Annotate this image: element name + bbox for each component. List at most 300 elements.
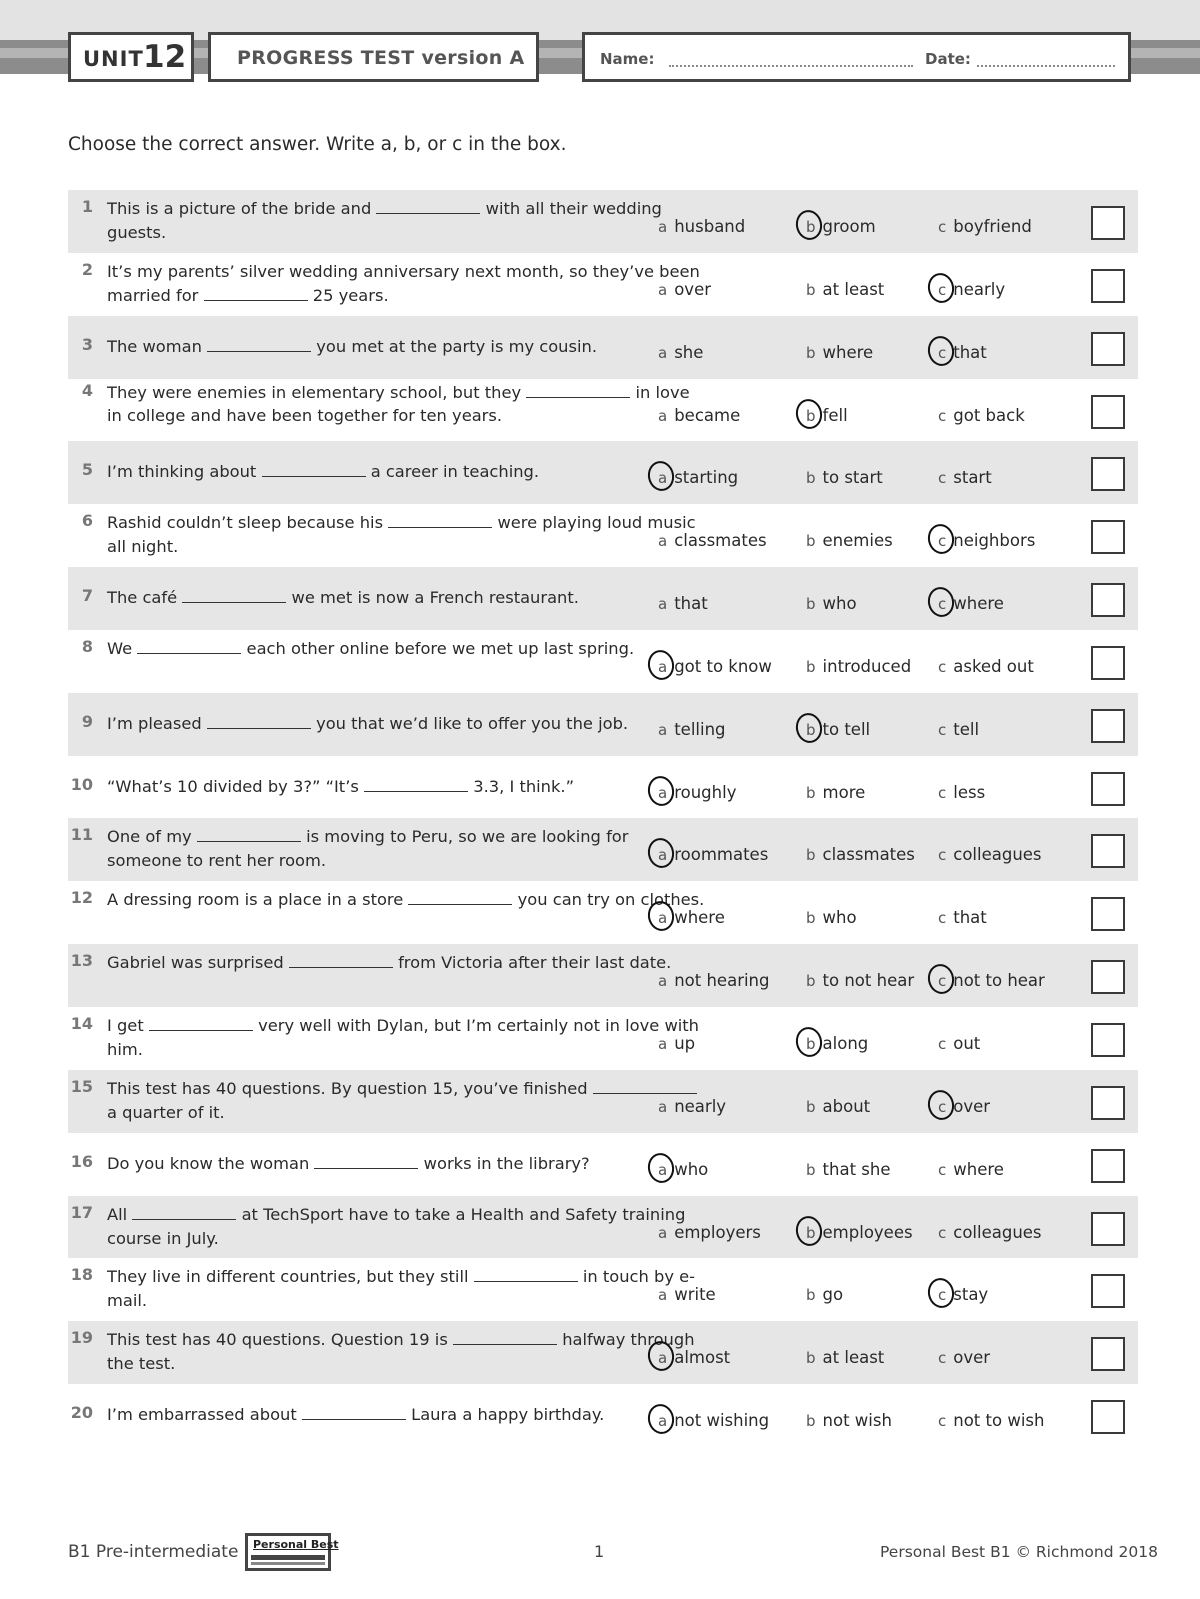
option-c[interactable] [938,720,979,739]
option-a[interactable] [658,531,767,550]
question-number: 20 [70,1403,93,1423]
answer-blank [593,1078,697,1094]
option-text: that [953,908,987,928]
option-c[interactable] [938,1223,1042,1242]
option-text: up [674,1033,696,1053]
option-b[interactable] [806,1285,843,1304]
question-number: 11 [70,825,93,845]
answer-blank [197,826,301,842]
option-c[interactable] [938,406,1025,425]
question-number: 18 [70,1265,93,1285]
option-letter: b [806,595,816,614]
question-text [107,511,707,559]
option-letter: c [938,1412,947,1431]
question-text-after: you met at the party is my cousin. [316,336,598,356]
option-letter: c [938,281,946,299]
test-title: PROGRESS TEST version A [237,47,525,69]
question-text [107,1152,707,1176]
option-letter: a [658,658,667,676]
answer-box[interactable] [1091,709,1125,743]
option-b[interactable] [806,406,848,425]
option-text: classmates [674,531,767,551]
option-a[interactable] [658,1034,695,1053]
question-text-after: is moving to Peru, so we are looking for someone to rent her room. [107,827,629,871]
option-a[interactable] [658,468,738,487]
question-text-before: I get [107,1015,144,1035]
option-letter: b [806,280,816,299]
option-letter: c [938,1160,947,1179]
question-row [68,693,1138,756]
option-c[interactable] [938,343,987,362]
answer-blank [207,713,311,729]
question-text [107,712,707,736]
answer-box[interactable] [1091,1274,1125,1308]
option-letter: a [658,784,667,802]
question-text-before: They live in different countries, but they still [107,1267,469,1287]
option-letter: c [938,218,947,236]
option-text: less [953,782,986,802]
option-b[interactable] [806,217,876,236]
option-letter: c [938,1349,947,1368]
option-text: nearly [674,1096,727,1116]
question-number: 5 [81,460,93,480]
question-text [107,951,707,975]
option-text: who [674,1159,709,1179]
option-b[interactable] [806,468,883,487]
question-text-before: I’m pleased [107,713,202,733]
option-c[interactable] [938,845,1042,864]
option-c[interactable] [938,468,992,487]
option-text: write [674,1285,716,1305]
answer-box[interactable] [1091,206,1125,240]
question-text [107,197,707,245]
question-text [107,1077,707,1125]
option-c[interactable] [938,657,1034,676]
logo-bar [251,1555,325,1560]
option-text: colleagues [953,845,1042,865]
option-letter: b [806,721,816,739]
option-b[interactable] [806,1411,892,1430]
question-number: 4 [81,380,93,400]
answer-blank [453,1329,557,1345]
option-a[interactable] [658,908,725,927]
option-a[interactable] [658,280,711,299]
option-letter: b [806,218,816,236]
option-text: boyfriend [953,217,1032,236]
option-b[interactable] [806,1160,891,1179]
question-text [107,1014,707,1062]
option-letter: a [658,218,668,236]
question-row [68,818,1138,881]
handwritten-circle-mark [793,208,825,243]
option-text: fell [822,405,848,425]
option-letter: a [658,1223,668,1242]
option-text: over [953,1348,991,1368]
option-letter: a [658,909,667,927]
answer-box[interactable] [1091,772,1125,806]
option-letter: a [658,1161,667,1179]
option-a[interactable] [658,845,768,864]
handwritten-circle-mark [793,396,825,431]
option-text: at least [822,1348,885,1368]
answer-blank [526,382,630,398]
question-text-after: each other online before we met up last spring. [246,638,635,658]
option-b[interactable] [806,1097,870,1116]
option-letter: c [938,469,947,488]
option-letter: b [806,407,816,425]
option-b[interactable] [806,845,915,864]
option-text: at least [822,279,885,299]
option-text: starting [674,468,739,488]
option-letter: c [938,532,946,550]
answer-blank [314,1153,418,1169]
question-text-before: All [107,1204,128,1224]
question-number: 17 [70,1202,93,1222]
question-text-after: with all their wedding guests. [107,199,662,242]
answer-blank [137,638,241,654]
option-text: that she [822,1159,891,1179]
option-text: husband [674,217,746,236]
question-row [68,1258,1138,1321]
question-number: 3 [81,334,93,354]
option-text: that [953,342,987,362]
handwritten-circle-mark [793,1025,825,1060]
question-row [68,1384,1138,1447]
option-b[interactable] [806,1348,884,1367]
option-letter: b [806,1224,816,1242]
question-row [68,1196,1138,1259]
name-field[interactable] [669,65,913,67]
option-letter: b [806,1412,816,1431]
option-b[interactable] [806,971,914,990]
answer-blank [302,1404,406,1420]
option-text: enemies [822,531,893,551]
question-text-after: halfway through the test. [107,1330,695,1374]
option-letter: a [658,1286,668,1305]
question-text-after: were playing loud music all night. [107,513,696,557]
answer-box[interactable] [1091,1400,1125,1434]
question-text-before: Do you know the woman [107,1153,310,1173]
option-a[interactable] [658,1223,761,1242]
question-row [68,253,1138,316]
name-label: Name: [600,50,655,68]
option-letter: b [806,1349,816,1368]
handwritten-circle-mark [793,710,825,745]
answer-blank [182,587,286,603]
option-text: not hearing [674,971,770,991]
option-a[interactable] [658,1285,716,1304]
option-text: not to wish [953,1411,1045,1431]
date-label: Date: [925,50,971,68]
answer-blank [262,461,366,477]
option-c[interactable] [938,1411,1044,1430]
question-text-before: One of my [107,827,192,847]
option-letter: c [938,846,947,865]
option-a[interactable] [658,217,745,236]
answer-box[interactable] [1091,1086,1125,1120]
option-text: neighbors [953,531,1036,551]
unit-label: UNIT [83,47,144,71]
option-c[interactable] [938,217,1032,236]
answer-box[interactable] [1091,332,1125,366]
question-text-before: A dressing room is a place in a store [107,890,404,910]
option-letter: a [658,1097,668,1116]
answer-box[interactable] [1091,1023,1125,1057]
question-text-before: They were enemies in elementary school, but they [107,382,522,402]
option-letter: c [938,720,947,739]
answer-box[interactable] [1091,646,1125,680]
option-a[interactable] [658,971,770,990]
question-text-before: This is a picture of the bride and [107,199,372,218]
option-a[interactable] [658,406,740,425]
option-text: groom [822,217,876,236]
question-number: 10 [70,774,93,794]
date-field[interactable] [977,65,1115,67]
question-number: 14 [70,1013,93,1033]
option-c[interactable] [938,1160,1004,1179]
option-text: nearly [953,279,1006,299]
option-c[interactable] [938,1034,980,1053]
question-text [107,1203,707,1251]
option-text: where [953,1159,1004,1179]
answer-box[interactable] [1091,897,1125,931]
option-b[interactable] [806,1034,868,1053]
option-b[interactable] [806,531,893,550]
option-letter: b [806,972,816,991]
question-text [107,335,707,359]
option-text: where [953,594,1004,614]
question-number: 16 [70,1151,93,1171]
question-text-before: The woman [107,336,202,356]
option-c[interactable] [938,594,1004,613]
question-number: 7 [81,586,93,606]
question-text-before: Gabriel was surprised [107,953,284,973]
question-row [68,756,1138,819]
question-row [68,379,1138,442]
answer-blank [289,952,393,968]
instructions: Choose the correct answer. Write a, b, or c in the box. [68,134,567,155]
question-text-before: “What’s 10 divided by 3?” “It’s [107,776,359,796]
option-a[interactable] [658,657,772,676]
question-list [68,190,1138,1447]
option-text: employers [674,1222,761,1242]
answer-box[interactable] [1091,395,1125,429]
name-date-box [582,32,1131,82]
question-text [107,1265,707,1313]
option-c[interactable] [938,531,1035,550]
option-c[interactable] [938,1285,988,1304]
question-row [68,1321,1138,1384]
option-letter: a [658,1349,667,1367]
option-b[interactable] [806,720,870,739]
option-a[interactable] [658,783,736,802]
option-letter: a [658,280,668,299]
answer-box[interactable] [1091,960,1125,994]
question-row [68,190,1138,253]
question-text-after: Laura a happy birthday. [411,1405,605,1425]
answer-box[interactable] [1091,1337,1125,1371]
option-a[interactable] [658,1097,726,1116]
question-text-before: The café [107,588,178,608]
option-text: tell [953,719,980,739]
question-text [107,775,707,799]
option-text: to tell [822,719,871,739]
option-letter: a [658,1412,667,1430]
option-letter: b [806,1286,816,1305]
option-b[interactable] [806,343,873,362]
option-letter: b [806,1097,816,1116]
option-letter: a [658,1034,668,1053]
option-text: became [674,405,741,425]
option-c[interactable] [938,908,987,927]
question-number: 8 [81,636,93,656]
answer-blank [364,776,468,792]
option-letter: c [938,909,947,928]
question-number: 12 [70,888,93,908]
question-row [68,944,1138,1007]
option-b[interactable] [806,1223,913,1242]
footer-level: B1 Pre-intermediate [68,1542,239,1562]
question-text [107,637,707,661]
question-text-after: you can try on clothes. [517,890,705,910]
question-text [107,825,707,873]
option-letter: b [806,909,816,928]
question-number: 2 [81,259,93,279]
answer-box[interactable] [1091,834,1125,868]
answer-box[interactable] [1091,457,1125,491]
option-text: almost [674,1348,731,1368]
option-text: where [822,342,874,362]
option-text: roommates [674,845,769,865]
option-text: not wishing [674,1411,770,1431]
option-letter: c [938,783,947,802]
option-text: got to know [674,656,772,676]
question-text-after: in love in college and have been together for ten years. [107,382,690,425]
question-text-after: 3.3, I think.” [473,776,575,796]
answer-blank [132,1204,236,1220]
option-b[interactable] [806,783,865,802]
option-text: to not hear [822,971,915,991]
option-c[interactable] [938,1348,990,1367]
option-text: about [822,1096,871,1116]
question-number: 6 [81,511,93,531]
answer-blank [207,336,311,352]
answer-box[interactable] [1091,520,1125,554]
option-letter: a [658,469,667,487]
question-text-after: in touch by e-mail. [107,1267,696,1311]
question-text [107,586,707,610]
question-text-before: This test has 40 questions. Question 19 is [107,1330,448,1350]
question-text-before: I’m thinking about [107,462,257,482]
option-text: not to hear [953,971,1045,991]
option-text: colleagues [953,1222,1042,1242]
option-text: that [674,594,708,614]
question-text-after: from Victoria after their last date. [398,953,672,973]
option-text: where [674,908,725,928]
question-row [68,881,1138,944]
question-text [107,460,707,484]
option-a[interactable] [658,1411,769,1430]
personal-best-logo [245,1533,339,1571]
option-a[interactable] [658,1160,708,1179]
question-text-after: a career in teaching. [370,462,540,482]
option-text: more [822,782,866,802]
question-text-after: 25 years. [312,285,389,305]
option-a[interactable] [658,343,703,362]
question-row [68,1133,1138,1196]
question-text [107,1403,707,1427]
option-letter: c [938,1034,947,1053]
option-letter: a [658,406,668,425]
answer-box[interactable] [1091,583,1125,617]
answer-box[interactable] [1091,269,1125,303]
question-text [107,381,707,427]
option-text: not wish [822,1411,892,1431]
option-b[interactable] [806,594,857,613]
option-text: stay [953,1285,989,1305]
option-letter: c [938,1286,946,1304]
option-text: out [953,1033,981,1053]
question-number: 13 [70,951,93,971]
question-text-before: Rashid couldn’t sleep because his [107,513,384,533]
option-letter: a [658,595,668,614]
question-row [68,567,1138,630]
option-text: telling [674,719,726,739]
option-text: employees [822,1222,913,1242]
answer-box[interactable] [1091,1149,1125,1183]
option-text: along [822,1033,869,1053]
question-text-after: works in the library? [423,1153,590,1173]
option-letter: a [658,343,668,362]
option-letter: b [806,783,816,802]
logo-bar-thin [251,1562,325,1565]
option-b[interactable] [806,280,884,299]
option-c[interactable] [938,971,1045,990]
option-letter: c [938,1223,947,1242]
option-c[interactable] [938,783,985,802]
option-letter: a [658,532,668,551]
question-text-after: very well with Dylan, but I’m certainly not in love with him. [107,1015,699,1059]
question-row [68,316,1138,379]
option-b[interactable] [806,657,911,676]
option-letter: a [658,720,668,739]
option-text: start [953,468,992,488]
option-text: she [674,342,704,362]
question-row [68,1007,1138,1070]
question-number: 9 [81,711,93,731]
question-text [107,260,707,308]
option-text: roughly [674,782,737,802]
option-letter: c [938,406,947,425]
option-c[interactable] [938,280,1005,299]
option-letter: a [658,972,668,991]
option-letter: c [938,595,946,613]
option-c[interactable] [938,1097,990,1116]
question-number: 19 [70,1328,93,1348]
option-b[interactable] [806,908,857,927]
unit-number: 12 [143,39,187,75]
question-text-before: We [107,638,133,658]
option-text: classmates [822,845,915,865]
option-a[interactable] [658,1348,730,1367]
option-a[interactable] [658,594,708,613]
question-row [68,1070,1138,1133]
option-a[interactable] [658,720,726,739]
question-number: 15 [70,1076,93,1096]
option-letter: b [806,846,816,865]
option-text: got back [953,405,1025,425]
answer-box[interactable] [1091,1212,1125,1246]
